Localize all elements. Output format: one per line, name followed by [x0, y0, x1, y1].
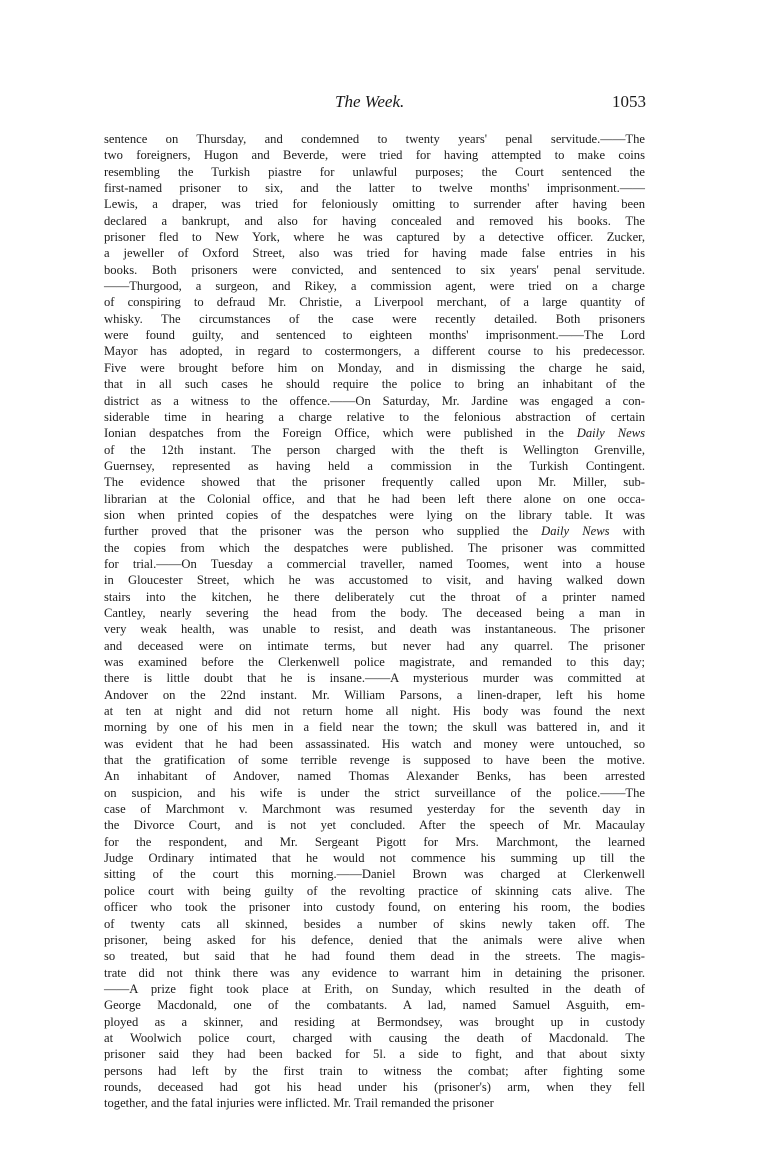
text-line: at ten at night and did not return home all night. His body was found the next — [104, 704, 645, 719]
text-line: that the gratification of some terrible revenge is supposed to have been the motive. — [104, 753, 645, 768]
text-line: George Macdonald, one of the combatants. A lad, named Samuel Asguith, em- — [104, 998, 645, 1013]
text-line: morning by one of his men in a field near the town; the skull was battered in, and it — [104, 720, 645, 735]
text-line: persons had left by the first train to witness the combat; after fighting some — [104, 1063, 645, 1078]
text-line: on suspicion, and his wife is under the strict surveillance of the police.——The — [104, 785, 645, 800]
text-line: Lewis, a draper, was tried for feloniously omitting to surrender after having been — [104, 197, 645, 212]
text-line: ——A prize fight took place at Erith, on Sunday, which resulted in the death of — [104, 981, 645, 996]
text-line: Guernsey, represented as having held a commission in the Turkish Contingent. — [104, 458, 645, 473]
text-line: Andover on the 22nd instant. Mr. William Parsons, a linen-draper, left his home — [104, 687, 645, 702]
text-line: declared a bankrupt, and also for having concealed and removed his books. The — [104, 213, 645, 228]
text-line: the Divorce Court, and is not yet concluded. After the speech of Mr. Macaulay — [104, 818, 645, 833]
text-line: Cantley, nearly severing the head from the body. The deceased being a man in — [104, 605, 645, 620]
text-line: Ionian despatches from the Foreign Office, which were published in the Daily News — [104, 426, 645, 441]
text-line: prisoner said they had been backed for 5l. a side to fight, and that about sixty — [104, 1047, 645, 1062]
text-line: for trial.——On Tuesday a commercial traveller, named Toomes, went into a house — [104, 556, 645, 571]
text-line: ployed as a skinner, and residing at Bermondsey, was brought up in custody — [104, 1014, 645, 1029]
text-line: there is little doubt that he is insane.——A mysterious murder was committed at — [104, 671, 645, 686]
text-line: The evidence showed that the prisoner frequently called upon Mr. Miller, sub- — [104, 475, 645, 490]
text-line: sion when printed copies of the despatches were lying on the library table. It was — [104, 507, 645, 522]
text-line: and deceased were on intimate terms, but never had any quarrel. The prisoner — [104, 638, 645, 653]
page-title: The Week. — [335, 92, 405, 111]
text-line: further proved that the prisoner was the person who supplied the Daily News with — [104, 524, 646, 539]
text-line: together, and the fatal injuries were inflicted. Mr. Trail remanded the prisoner — [104, 1096, 494, 1111]
text-line: Mayor has adopted, in regard to costermongers, a different course to his predecessor. — [104, 344, 645, 359]
running-head — [0, 92, 763, 116]
text-line: An inhabitant of Andover, named Thomas Alexander Benks, has been arrested — [104, 769, 645, 784]
text-line: ——Thurgood, a surgeon, and Rikey, a commission agent, were tried on a charge — [104, 279, 645, 294]
text-line: the copies from which the despatches were published. The prisoner was committed — [104, 540, 645, 555]
text-line: were found guilty, and sentenced to eighteen months' imprisonment.——The Lord — [104, 328, 645, 343]
text-line: librarian at the Colonial office, and that he had been left there alone on one occa- — [104, 491, 645, 506]
text-line: was evident that he had been assassinated. His watch and money were untouched, so — [104, 736, 645, 751]
text-line: at Woolwich police court, charged with causing the death of Macdonald. The — [104, 1030, 645, 1045]
article-body — [104, 131, 645, 1112]
text-line: sentence on Thursday, and condemned to twenty years' penal servitude.——The — [104, 132, 645, 146]
text-line: case of Marchmont v. Marchmont was resumed yesterday for the seventh day in — [104, 802, 645, 817]
text-line: of conspiring to defraud Mr. Christie, a Liverpool merchant, of a large quantity of — [104, 295, 645, 310]
text-line: resembling the Turkish piastre for unlawful purposes; the Court sentenced the — [104, 164, 645, 179]
text-line: for the respondent, and Mr. Sergeant Pigott for Mrs. Marchmont, the learned — [104, 834, 645, 849]
text-line: prisoner fled to New York, where he was captured by a detective officer. Zucker, — [104, 230, 645, 245]
text-line: two foreigners, Hugon and Beverde, were tried for having attempted to make coins — [104, 148, 645, 163]
text-line: district as a witness to the offence.——On Saturday, Mr. Jardine was engaged a con- — [104, 393, 645, 408]
text-line: whisky. The circumstances of the case were recently detailed. Both prisoners — [104, 311, 645, 326]
text-line: sitting of the court this morning.——Daniel Brown was charged at Clerkenwell — [104, 867, 645, 882]
text-line: books. Both prisoners were convicted, and sentenced to six years' penal servitude. — [104, 262, 645, 277]
text-line: police court with being guilty of the revolting practice of skinning cats alive. The — [104, 883, 645, 898]
text-line: so treated, but said that he had found them dead in the streets. The magis- — [104, 949, 645, 964]
text-line: Five were brought before him on Monday, and in dismissing the charge he said, — [104, 360, 645, 375]
text-line: of the 12th instant. The person charged with the theft is Wellington Grenville, — [104, 442, 645, 457]
text-line: stairs into the kitchen, he there deliberately cut the throat of a printer named — [104, 589, 645, 604]
text-line: of twenty cats all skinned, besides a number of skins newly taken off. The — [104, 916, 645, 931]
text-line: Judge Ordinary intimated that he would not commence his summing up till the — [104, 851, 645, 866]
text-line: trate did not think there was any evidence to warrant him in detaining the prisoner. — [104, 965, 645, 980]
text-line: that in all such cases he should require the police to bring an inhabitant of the — [104, 377, 645, 392]
text-line: a jeweller of Oxford Street, also was tried for having made false entries in his — [104, 246, 645, 261]
text-line: was examined before the Clerkenwell police magistrate, and remanded to this day; — [104, 655, 645, 669]
text-line: officer who took the prisoner into custody found, on entering his room, the bodies — [104, 900, 645, 915]
page-number: 1053 — [612, 92, 646, 111]
text-line: first-named prisoner to six, and the latter to twelve months' imprisonment.—— — [104, 181, 645, 196]
text-line: in Gloucester Street, which he was accustomed to visit, and having walked down — [104, 573, 645, 588]
text-line: siderable time in hearing a charge relative to the felonious abstraction of certain — [104, 409, 645, 424]
text-line: prisoner, being asked for his defence, denied that the animals were alive when — [104, 932, 645, 947]
text-line: very weak health, was unable to resist, and death was instantaneous. The prisoner — [104, 622, 645, 637]
text-line: rounds, deceased had got his head under his (prisoner's) arm, when they fell — [104, 1079, 645, 1094]
